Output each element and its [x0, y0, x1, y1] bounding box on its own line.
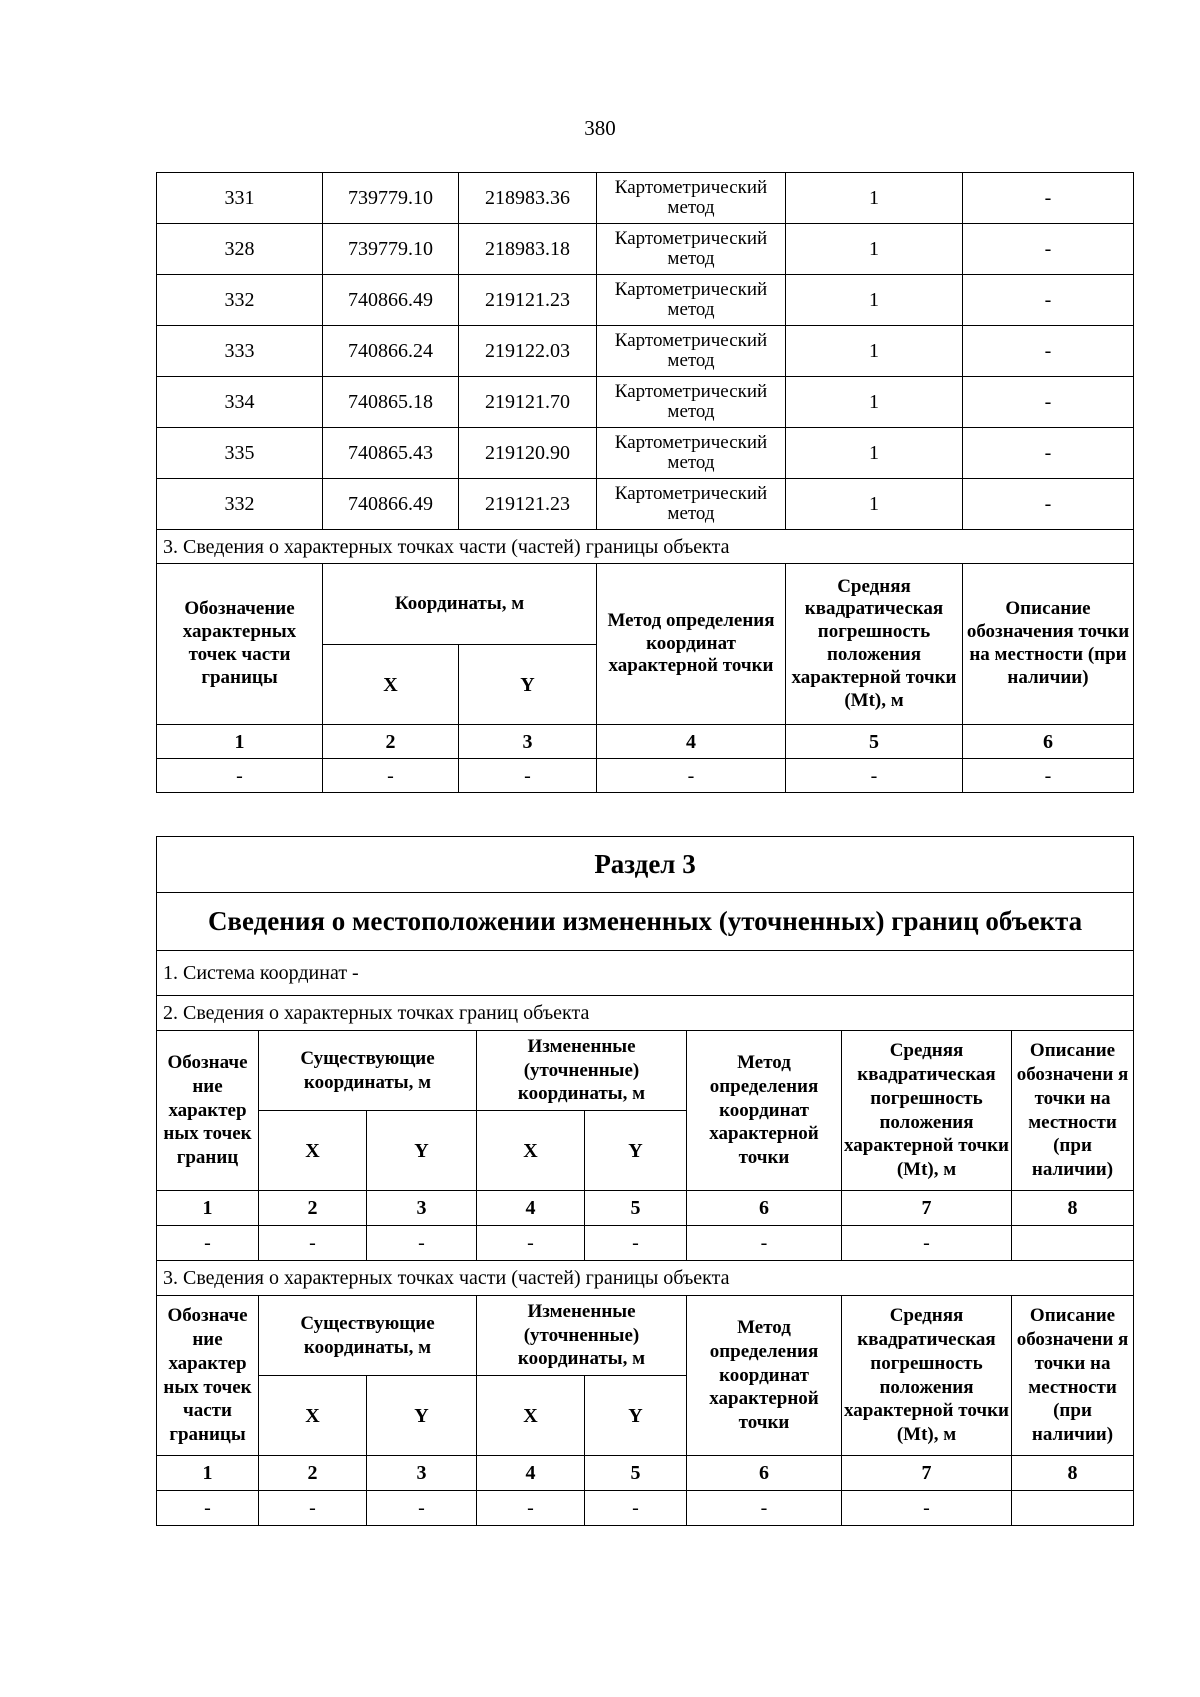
column-numbers-row [157, 725, 1134, 759]
column-number: 5 [786, 725, 963, 759]
header-mt: Средняя квадратическая погрешность положения характерной точки (Mt), м [786, 564, 963, 725]
method-cell: Картометрический метод [597, 479, 786, 530]
header-x: X [259, 1111, 367, 1191]
point-number: 335 [157, 428, 323, 479]
header-desc: Описание обозначения точки на местности (при наличии) [963, 564, 1134, 725]
coord-x: 739779.10 [323, 173, 459, 224]
method-cell: Картометрический метод [597, 428, 786, 479]
header-designation: Обозначение характерных точек части границы [157, 564, 323, 725]
description-cell: - [963, 377, 1134, 428]
header-x: X [259, 1376, 367, 1456]
parts-title-row: 3. Сведения о характерных точках части (частей) границы объекта [157, 1261, 1134, 1296]
header-y: Y [367, 1111, 477, 1191]
mt-value: 1 [786, 173, 963, 224]
header-mt: Средняя квадратическая погрешность положения характерной точки (Mt), м [842, 1031, 1012, 1191]
mt-value: 1 [786, 479, 963, 530]
header-y: Y [367, 1376, 477, 1456]
header-changed-coords: Измененные (уточненные) координаты, м [477, 1031, 687, 1111]
table-row [157, 479, 1134, 530]
coord-y: 219121.23 [459, 479, 597, 530]
header-desc: Описание обозначени я точки на местности (при наличии) [1012, 1031, 1134, 1191]
empty-cell: - [477, 1226, 585, 1261]
column-number: 3 [367, 1191, 477, 1226]
empty-cell: - [259, 1491, 367, 1526]
parts-title-row: 3. Сведения о характерных точках части (частей) границы объекта [157, 530, 1134, 564]
empty-data-row [157, 1226, 1134, 1261]
header-x: X [477, 1111, 585, 1191]
coord-x: 740865.43 [323, 428, 459, 479]
empty-cell: - [585, 1226, 687, 1261]
section3-table [156, 836, 1134, 1526]
empty-cell: - [323, 759, 459, 793]
header-x: X [323, 645, 459, 725]
coord-y: 219120.90 [459, 428, 597, 479]
header-designation-part: Обозначе ние характер ных точек части границы [157, 1296, 259, 1456]
header-existing-coords: Существующие координаты, м [259, 1296, 477, 1376]
coord-system-row: 1. Система координат - [157, 951, 1134, 996]
point-number: 328 [157, 224, 323, 275]
column-numbers-row [157, 1456, 1134, 1491]
header-coordinates: Координаты, м [323, 564, 597, 645]
empty-data-row [157, 1491, 1134, 1526]
coord-x: 740865.18 [323, 377, 459, 428]
column-number: 2 [323, 725, 459, 759]
column-number: 2 [259, 1456, 367, 1491]
point-number: 332 [157, 479, 323, 530]
coord-x: 740866.49 [323, 275, 459, 326]
column-number: 7 [842, 1456, 1012, 1491]
column-number: 8 [1012, 1456, 1134, 1491]
header-desc: Описание обозначени я точки на местности (при наличии) [1012, 1296, 1134, 1456]
column-number: 5 [585, 1456, 687, 1491]
column-number: 6 [687, 1191, 842, 1226]
column-number: 7 [842, 1191, 1012, 1226]
header-method: Метод определения координат характерной точки [687, 1031, 842, 1191]
header-existing-coords: Существующие координаты, м [259, 1031, 477, 1111]
points-title-row: 2. Сведения о характерных точках границ объекта [157, 996, 1134, 1031]
empty-cell: - [157, 1226, 259, 1261]
method-cell: Картометрический метод [597, 326, 786, 377]
header-changed-coords: Измененные (уточненные) координаты, м [477, 1296, 687, 1376]
description-cell: - [963, 275, 1134, 326]
mt-value: 1 [786, 275, 963, 326]
column-number: 6 [687, 1456, 842, 1491]
method-cell: Картометрический метод [597, 275, 786, 326]
section-title: Раздел 3 [157, 837, 1134, 893]
column-numbers-row [157, 1191, 1134, 1226]
header-y: Y [585, 1376, 687, 1456]
empty-cell [1012, 1226, 1134, 1261]
empty-cell: - [687, 1226, 842, 1261]
mt-value: 1 [786, 224, 963, 275]
table-row [157, 275, 1134, 326]
empty-cell: - [597, 759, 786, 793]
empty-cell: - [259, 1226, 367, 1261]
empty-cell: - [157, 759, 323, 793]
point-number: 332 [157, 275, 323, 326]
point-number: 333 [157, 326, 323, 377]
description-cell: - [963, 479, 1134, 530]
empty-cell: - [157, 1491, 259, 1526]
empty-cell [1012, 1491, 1134, 1526]
header-method: Метод определения координат характерной точки [597, 564, 786, 725]
empty-cell: - [459, 759, 597, 793]
method-cell: Картометрический метод [597, 173, 786, 224]
empty-cell: - [477, 1491, 585, 1526]
description-cell: - [963, 173, 1134, 224]
column-number: 4 [597, 725, 786, 759]
empty-cell: - [786, 759, 963, 793]
empty-cell: - [963, 759, 1134, 793]
coord-y: 219121.70 [459, 377, 597, 428]
coord-x: 740866.24 [323, 326, 459, 377]
empty-cell: - [842, 1226, 1012, 1261]
point-number: 334 [157, 377, 323, 428]
coord-x: 740866.49 [323, 479, 459, 530]
header-mt: Средняя квадратическая погрешность положения характерной точки (Mt), м [842, 1296, 1012, 1456]
table-row [157, 428, 1134, 479]
column-number: 3 [459, 725, 597, 759]
coord-y: 219121.23 [459, 275, 597, 326]
column-number: 3 [367, 1456, 477, 1491]
empty-cell: - [687, 1491, 842, 1526]
column-number: 2 [259, 1191, 367, 1226]
method-cell: Картометрический метод [597, 224, 786, 275]
column-number: 4 [477, 1191, 585, 1226]
column-number: 8 [1012, 1191, 1134, 1226]
description-cell: - [963, 428, 1134, 479]
empty-cell: - [842, 1491, 1012, 1526]
empty-cell: - [585, 1491, 687, 1526]
header-y: Y [585, 1111, 687, 1191]
empty-cell: - [367, 1226, 477, 1261]
page-number: 380 [584, 116, 616, 140]
table-row [157, 326, 1134, 377]
coord-y: 219122.03 [459, 326, 597, 377]
point-number: 331 [157, 173, 323, 224]
table-row [157, 224, 1134, 275]
header-x: X [477, 1376, 585, 1456]
mt-value: 1 [786, 377, 963, 428]
header-method: Метод определения координат характерной точки [687, 1296, 842, 1456]
column-number: 4 [477, 1456, 585, 1491]
column-number: 1 [157, 1456, 259, 1491]
mt-value: 1 [786, 326, 963, 377]
table-row [157, 173, 1134, 224]
column-number: 6 [963, 725, 1134, 759]
mt-value: 1 [786, 428, 963, 479]
coord-x: 739779.10 [323, 224, 459, 275]
empty-cell: - [367, 1491, 477, 1526]
column-number: 5 [585, 1191, 687, 1226]
method-cell: Картометрический метод [597, 377, 786, 428]
coord-y: 218983.18 [459, 224, 597, 275]
description-cell: - [963, 224, 1134, 275]
column-number: 1 [157, 725, 323, 759]
header-y: Y [459, 645, 597, 725]
description-cell: - [963, 326, 1134, 377]
header-designation: Обозначе ние характер ных точек границ [157, 1031, 259, 1191]
empty-data-row [157, 759, 1134, 793]
column-number: 1 [157, 1191, 259, 1226]
table-row [157, 377, 1134, 428]
points-table-continued [156, 172, 1134, 793]
section-subtitle: Сведения о местоположении измененных (уточненных) границ объекта [157, 893, 1134, 951]
coord-y: 218983.36 [459, 173, 597, 224]
